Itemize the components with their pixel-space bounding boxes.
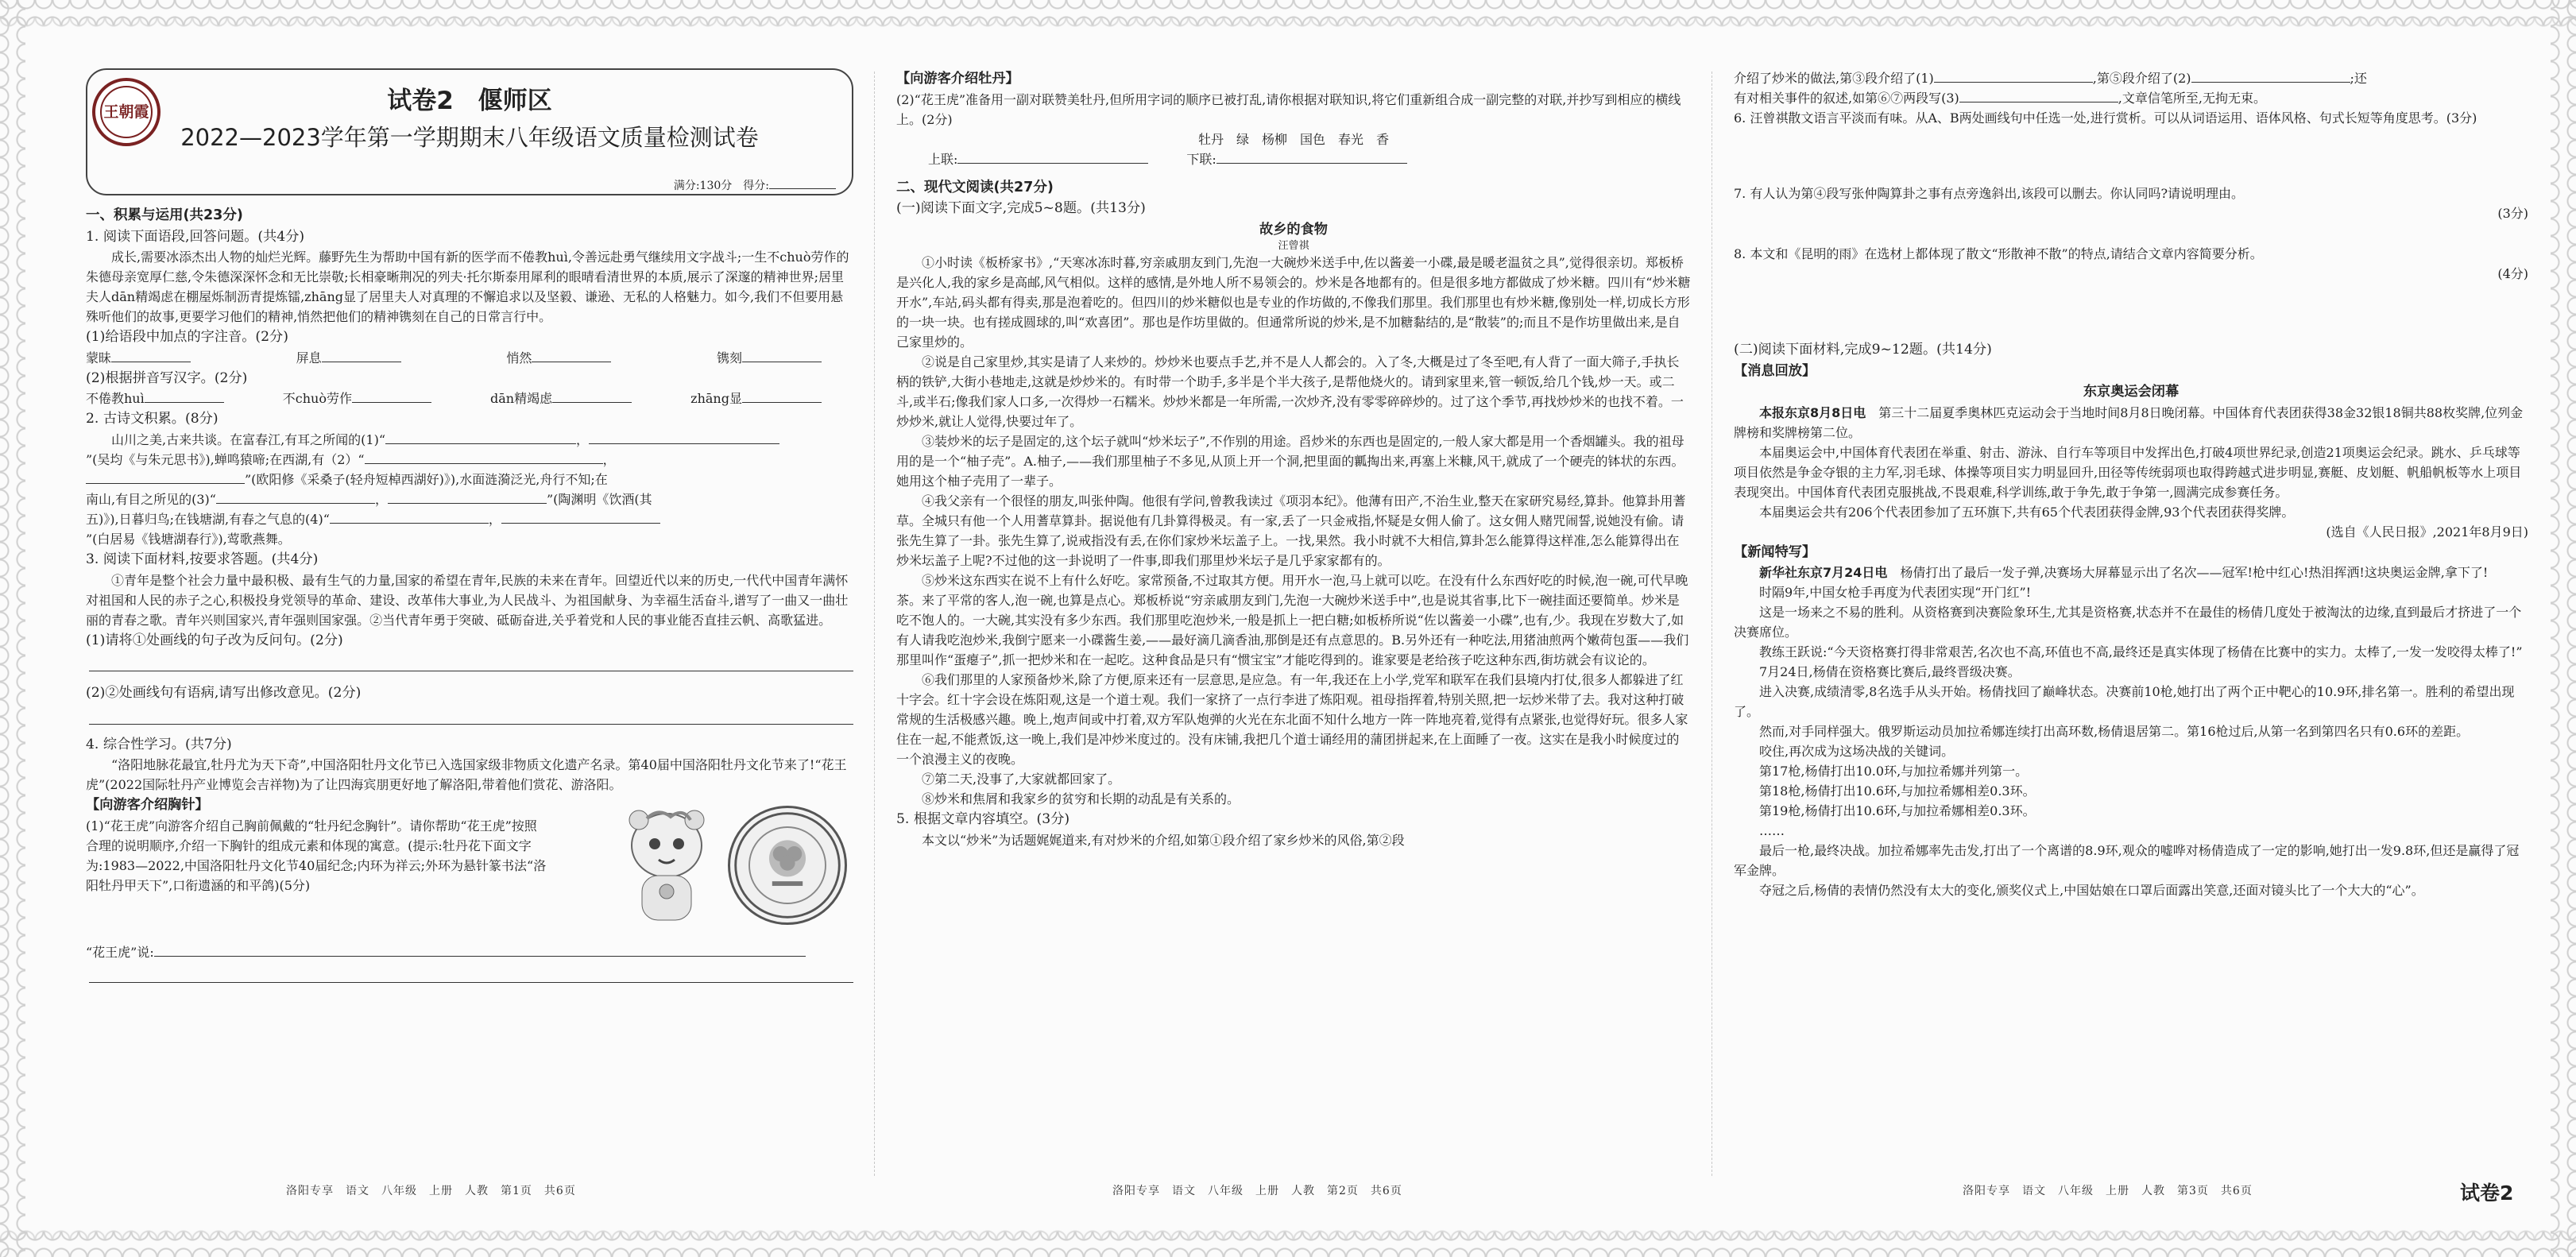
question-4-1: (1)“花王虎”向游客介绍自己胸前佩戴的“牡丹纪念胸针”。请你帮助“花王虎”按照合理的说明顺序,介绍一下胸针的组成元素和体现的寓意。(提示:牡丹花下面文字为:1983—2022,中国洛阳牡丹文化节40届纪念;内环为祥云;外环为悬针篆书法“洛阳牡丹甲天下”,口衔遗涵的和平鸽)(5分) bbox=[86, 818, 547, 893]
essay-paragraph: ⑧炒米和焦屑和我家乡的贫穷和长期的动乱是有关系的。 bbox=[922, 791, 1240, 807]
feature-heading: 【新闻特写】 bbox=[1734, 543, 1816, 560]
question-2-line: 南山,有目之所见的(3)“ ， ”(陶渊明《饮酒(其 bbox=[86, 489, 853, 509]
question-1: 1. 阅读下面语段,回答问题。(共4分) bbox=[86, 228, 305, 245]
question-2: 2. 古诗文积累。(8分) bbox=[86, 411, 219, 427]
section-heading: 一、积累与运用(共23分) bbox=[86, 207, 243, 223]
exam-paper-tag: 试卷2 bbox=[2460, 1182, 2514, 1205]
answer-blank[interactable] bbox=[589, 430, 779, 444]
page-column-1 bbox=[86, 68, 853, 1181]
question-1-2-items bbox=[86, 389, 853, 408]
pinyin-item: 蒙昧 bbox=[86, 348, 191, 368]
subsection-heading: (一)阅读下面文字,完成5~8题。(共13分) bbox=[896, 200, 1146, 217]
question-1-1: (1)给语段中加点的字注音。(2分) bbox=[86, 329, 288, 346]
essay-paragraph: ⑥我们那里的人家预备炒米,除了方便,原来还有一层意思,是应急。有一年,我还在上小学,党军和联军在我们县境内打仗,很多人都躲进了红十字会。红十字会设在炼阳观,这是一个道士观。我们一家挤了一点行李进了炼阳观。祖母指挥着,特别关照,把一坛炒米带了去。我对这种打破常规的生活极感兴趣。晚上,炮声间或中打着,双方军队炮弹的火光在东北面不知什么地方一阵一阵地亮着,觉得有点紧张,也觉得好玩。很多人家住在一起,不能煮饭,这一晚上,我们是冲炒米度过的。没有床铺,我把几个道士诵经用的蒲团拼起来,在上面睡了一夜。这实在是我小时候度过的一个浪漫主义的夜晚。 bbox=[896, 672, 1688, 768]
question-1-passage: 成长,需要冰添杰出人物的灿烂光辉。藤野先生为帮助中国有新的医学而不倦教huì,令善远赴勇气继续用文字战斗;一生不chuò劳作的朱德母亲宽厚仁慈,令朱德深深怀念和无比崇敬;长相豪晰荆况的列夫·托尔斯泰用犀利的眼晴看清世界的本质,展示了深邃的精神世界;居里夫人dān精竭虑在棚屋烁制沥青提炼镭,zhāng显了居里夫人对真理的不懈追求以及坚毅、谦逊、无私的人格魅力。如今,我们不但要用悬殊听他们的故事,更要学习他们的精神,悄然把他们的精神镌刻在自己的日常言行中。 bbox=[86, 249, 849, 325]
exam-subtitle: 2022—2023学年第一学期期末八年级语文质量检测试卷 bbox=[180, 124, 759, 151]
couplet-answer-line: 上联: 下联: bbox=[896, 149, 1691, 169]
decorative-wave-border-right bbox=[2539, 0, 2576, 1257]
score-line bbox=[674, 175, 836, 197]
answer-line[interactable] bbox=[89, 651, 853, 671]
essay-paragraph: ⑤炒米这东西实在说不上有什么好吃。家常预备,不过取其方便。用开水一泡,马上就可以吃。在没有什么东西好吃的时候,泡一碗,可代早晚茶。来了平常的客人,泡一碗,也算是点心。郑板桥说“穷亲戚朋友到门,先泡一大碗炒米送手中”,也是说其省事,比下一碗挂面还要简单。炒米是吃不饱人的。一大碗,其实没有多少东西。我们那里吃泡炒米,一般是抓上一把白糖;如板桥所说“佐以酱姜一小碟”,也有,少。我现在岁数大了,如有人请我吃泡炒米,我倒宁愿来一小碟酱生姜,——最好滴几滴香油,那倒是还有点意思的。B.另外还有一种吃法,用猪油煎两个嫩荷包蛋——我们那里叫作“蛋瘪子”,抓一把炒米和在一起吃。这种食品是只有“惯宝宝”才能吃得到的。谁家要是老给孩子吃这种东西,街坊就会有议论的。 bbox=[896, 573, 1689, 668]
question-4-2: (2)“花王虎”准备用一副对联赞美牡丹,但所用字词的顺序已被打乱,请你根据对联知识,将它们重新组合成一副完整的对联,并抄写到相应的横线上。(2分) bbox=[896, 91, 1681, 127]
question-2-line: ”(白居易《钱塘湖春行》),莺歌燕舞。 bbox=[86, 531, 291, 547]
answer-blank[interactable] bbox=[322, 348, 401, 362]
question-5: 5. 根据文章内容填空。(3分) bbox=[896, 811, 1070, 828]
pinyin-item: 镌刻 bbox=[717, 348, 822, 368]
answer-blank[interactable] bbox=[1216, 149, 1407, 164]
column-divider bbox=[874, 72, 875, 1176]
question-7-points: (3分) bbox=[2497, 206, 2528, 221]
hanzi-item: zhāng显 bbox=[690, 389, 822, 408]
feature-paragraph: 教练王跃说:“今天资格赛打得非常艰苦,名次也不高,环值也不高,最终还是真实体现了杨倩在比赛中的实力。太棒了,一发一发咬得太棒了!” bbox=[1759, 644, 2523, 660]
hanzi-item: 不chuò劳作 bbox=[283, 389, 431, 408]
news-paragraph: 本届奥运会中,中国体育代表团在举重、射击、游泳、自行车等项目中发挥出色,打破4项世界纪录,创造21项奥运会纪录。跳水、乒乓球等项目依然是争金夺银的主力军,羽毛球、体操等项目实力明显回升,田径等传统弱项也取得跨越式进步明显,赛艇、皮划艇、帆船帆板等水上项目表现突出。中国体育代表团克服挑战,不畏艰难,科学训练,敢于争先,敢于争第一,圆满完成参赛任务。 bbox=[1734, 444, 2522, 500]
question-6: 6. 汪曾祺散文语言平淡而有味。从A、B两处画线句中任选一处,进行赏析。可以从词语运用、语体风格、句式长短等角度思考。(3分) bbox=[1734, 110, 2477, 126]
hanzi-item: 不倦教huì bbox=[86, 389, 224, 408]
answer-blank[interactable] bbox=[742, 348, 822, 362]
publisher-seal-text: 王朝霞 bbox=[100, 86, 153, 138]
answer-blank[interactable] bbox=[552, 389, 632, 403]
answer-blank[interactable] bbox=[388, 489, 547, 504]
page-footer-1: 洛阳专享 语文 八年级 上册 人教 第1页 共6页 bbox=[286, 1185, 576, 1197]
answer-space[interactable] bbox=[1734, 284, 2528, 339]
answer-blank[interactable] bbox=[957, 149, 1148, 164]
question-7: 7. 有人认为第④段写张仲陶算卦之事有点旁逸斜出,该段可以删去。你认同吗?请说明理由。 bbox=[1734, 186, 2245, 201]
answer-blank[interactable] bbox=[501, 509, 660, 524]
feature-paragraph: 咬住,再次成为这场决战的关键词。 bbox=[1759, 744, 1955, 760]
question-5-cont: 介绍了炒米的做法,第③段介绍了(1) ,第⑤段介绍了(2) ;还 bbox=[1734, 68, 2528, 88]
answer-space[interactable] bbox=[1734, 223, 2528, 244]
answer-blank[interactable] bbox=[352, 389, 431, 403]
mascot-tiger-image bbox=[615, 799, 718, 934]
feature-paragraph: 第18枪,杨倩打出10.6环,与加拉希娜相差0.3环。 bbox=[1759, 783, 2036, 799]
feature-paragraph: 新华社东京7月24日电 杨倩打出了最后一发子弹,决赛场大屏幕显示出了名次——冠军!枪中红心!热泪挥洒!这块奥运金牌,拿下了! bbox=[1759, 565, 2489, 581]
subsection-heading: (二)阅读下面材料,完成9~12题。(共14分) bbox=[1734, 342, 1992, 358]
decorative-wave-border-left bbox=[0, 0, 37, 1257]
question-3-2: (2)②处画线句有语病,请写出修改意见。(2分) bbox=[86, 685, 362, 702]
page-column-3 bbox=[1734, 68, 2528, 1181]
feature-paragraph: 第17枪,杨倩打出10.0环,与加拉希娜并列第一。 bbox=[1759, 764, 2029, 779]
question-3-passage: ①青年是整个社会力量中最积极、最有生气的力量,国家的希望在青年,民族的未来在青年。回望近代以来的历史,一代代中国青年满怀对祖国和人民的赤子之心,积极投身党领导的革命、建设、改革伟大事业,为人民战斗、为祖国献身、为幸福生活奋斗,谱写了一曲又一曲壮丽的青春之歌。青年兴则国家兴,青年强则国家强。②当代青年勇于突破、砥砺奋进,关乎着党和人民的事业能否直挂云帆、高歌猛进。 bbox=[86, 572, 849, 628]
essay-paragraph: ④我父亲有一个很怪的朋友,叫张仲陶。他很有学问,曾教我读过《项羽本纪》。他薄有田产,不治生业,整天在家研究易经,算卦。他算卦用蓍草。全城只有他一个人用蓍草算卦。据说他有几卦算得极灵。有一家,丢了一只金戒指,怀疑是女佣人偷了。这女佣人赌咒闹誓,说她没有偷。请张先生算了一卦。张先生算了,说戒指没有丢,在你们家炒米坛盖子上。一找,果然。我小时就不大相信,算卦怎么能算得这样准,怎么能算得出在炒米坛盖子上呢?不过他的这一卦说明了一件事,即我们那里炒米坛子是几乎家家都有的。 bbox=[896, 493, 1686, 569]
question-4-subhead: 【向游客介绍胸针】 bbox=[86, 797, 209, 814]
feature-paragraph: 进入决赛,成绩清零,8名选手从头开始。杨倩找回了巅峰状态。决赛前10枪,她打出了两个正中靶心的10.9环,排名第一。胜利的希望出现了。 bbox=[1734, 684, 2515, 720]
hanzi-item: dān精竭虑 bbox=[490, 389, 632, 408]
question-2-line: ”(欧阳修《采桑子(轻舟短棹西湖好)》),水面涟漪泛光,舟行不知;在 bbox=[86, 470, 853, 489]
essay-paragraph: ⑦第二天,没事了,大家就都回家了。 bbox=[922, 772, 1121, 787]
question-2-line: 山川之美,古来共谈。在富春江,有耳之所闻的(1)“ ， bbox=[86, 430, 853, 450]
answer-line[interactable] bbox=[89, 704, 853, 725]
feature-paragraph: 最后一枪,最终决战。加拉希娜率先击发,打出了一个离谱的8.9环,观众的嘘哗对杨倩造成了一定的影响,她打出一发9.8环,但还是赢得了冠军金牌。 bbox=[1734, 843, 2520, 879]
answer-blank[interactable] bbox=[330, 509, 489, 524]
answer-blank[interactable] bbox=[1934, 68, 2093, 83]
question-4-intro: “洛阳地脉花最宜,牡丹尤为天下奇”,中国洛阳牡丹文化节已入选国家级非物质文化遗产名录。第40届中国洛阳牡丹文化节来了!“花王虎”(2022国际牡丹产业博览会吉祥物)为了让四海宾朋更好地了解洛阳,带着他们赏花、游洛阳。 bbox=[86, 757, 847, 793]
news-heading: 【消息回放】 bbox=[1734, 362, 1816, 379]
decorative-wave-border-bottom bbox=[0, 1220, 2576, 1257]
feature-paragraph: 这是一场来之不易的胜利。从资格赛到决赛险象环生,尤其是资格赛,状态并不在最佳的杨倩几度处于被淘汰的边缘,直到最后才挤进了一个决赛席位。 bbox=[1734, 605, 2522, 640]
feature-paragraph: 然而,对手同样强大。俄罗斯运动员加拉希娜连续打出高环数,杨倩退居第二。第16枪过后,从第一名到第四名只有0.6环的差距。 bbox=[1759, 724, 2470, 740]
question-2-line: 五)》),日暮归鸟;在钱塘湖,有春之气息的(4)“ ， bbox=[86, 509, 853, 529]
question-1-1-items bbox=[86, 348, 853, 368]
question-8-points: (4分) bbox=[2497, 266, 2528, 281]
couplet-words: 牡丹 绿 杨柳 国色 春光 香 bbox=[1197, 131, 1389, 147]
question-4-1-answer: “花王虎”说: bbox=[86, 942, 853, 962]
question-4: 4. 综合性学习。(共7分) bbox=[86, 736, 232, 752]
news-paragraph: 本报东京8月8日电 第三十二届夏季奥林匹克运动会于当地时间8月8日晚闭幕。中国体育代表团获得38金32银18铜共88枚奖牌,位列金牌榜和奖牌榜第二位。 bbox=[1734, 404, 2524, 440]
answer-space[interactable] bbox=[1734, 128, 2528, 184]
page-footer-2: 洛阳专享 语文 八年级 上册 人教 第2页 共6页 bbox=[1112, 1185, 1402, 1197]
question-8: 8. 本文和《昆明的雨》在选材上都体现了散文“形散神不散”的特点,请结合文章内容简要分析。 bbox=[1734, 246, 2263, 261]
feature-paragraph: 时隔9年,中国女枪手再度为代表团实现“开门红”! bbox=[1759, 585, 2032, 601]
feature-paragraph: 第19枪,杨倩打出10.6环,与加拉希娜相差0.3环。 bbox=[1759, 803, 2036, 819]
question-3-1: (1)请将①处画线的句子改为反问句。(2分) bbox=[86, 632, 343, 648]
page-footer-3: 洛阳专享 语文 八年级 上册 人教 第3页 共6页 bbox=[1963, 1185, 2253, 1197]
question-1-2: (2)根据拼音写汉字。(2分) bbox=[86, 369, 248, 386]
question-2-line: ”(吴均《与朱元思书》),蝉鸣猿啼;在西湖,有（2）“ ， bbox=[86, 450, 853, 470]
answer-blank[interactable] bbox=[532, 348, 611, 362]
answer-blank[interactable] bbox=[1959, 88, 2118, 102]
feature-paragraph: …… bbox=[1759, 823, 1785, 839]
exam-title: 试卷2 偃师区 bbox=[387, 87, 552, 115]
decorative-wave-border-top bbox=[0, 0, 2576, 37]
peony-badge-image bbox=[728, 806, 847, 925]
answer-blank[interactable] bbox=[145, 389, 224, 403]
essay-paragraph: ③装炒米的坛子是固定的,这个坛子就叫“炒米坛子”,不作别的用途。舀炒米的东西也是固定的,一般人家大都是用一个香烟罐头。我的祖母用的是一个“柚子壳”。A.柚子,——我们那里柚子不多见,从顶上开一个洞,把里面的瓤掏出来,再塞上米糠,风干,就成了一个硬壳的钵状的东西。她用这个柚子壳用了一辈子。 bbox=[896, 434, 1684, 489]
exam-title-box bbox=[86, 68, 853, 195]
essay-author: 汪曾祺 bbox=[1278, 240, 1309, 253]
essay-paragraph: ②说是自己家里炒,其实是请了人来炒的。炒炒米也要点手艺,并不是人人都会的。入了冬,大概是过了冬至吧,有人背了一面大筛子,手执长柄的铁铲,大街小巷地走,这就是炒炒米的。有时带一个助手,多半是个半大孩子,是帮他烧火的。请到家里来,管一顿饭,给几个钱,炒一天。或二斗,或半石;像我们家人口多,一次得炒一石糯米。炒炒米都是一年所需,一次炒齐,没有零零碎碎炒的。过了这个季节,再找炒炒米的也找不着。一炒炒米,就让人觉得,快要过年了。 bbox=[896, 354, 1684, 430]
feature-paragraph: 夺冠之后,杨倩的表情仍然没有太大的变化,颁奖仪式上,中国姑娘在口罩后面露出笑意,还面对镜头比了一个大大的“心”。 bbox=[1759, 883, 2424, 899]
question-4-1-block bbox=[86, 795, 853, 942]
score-label: 满分:130分 得分: bbox=[673, 180, 769, 192]
answer-line[interactable] bbox=[89, 962, 853, 983]
question-4-subhead-2: 【向游客介绍牡丹】 bbox=[896, 71, 1019, 87]
answer-blank[interactable] bbox=[742, 389, 822, 403]
answer-blank[interactable] bbox=[111, 348, 191, 362]
answer-blank[interactable] bbox=[365, 450, 603, 464]
essay-title: 故乡的食物 bbox=[1259, 221, 1328, 238]
answer-blank[interactable] bbox=[2191, 68, 2350, 83]
news-paragraph: 本届奥运会共有206个代表团参加了五环旗下,共有65个代表团获得金牌,93个代表团获得奖牌。 bbox=[1759, 504, 2295, 520]
question-5-text: 本文以“炒米”为话题娓娓道来,有对炒米的介绍,如第①段介绍了家乡炒米的风俗,第②段 bbox=[922, 832, 1405, 848]
news-title: 东京奥运会闭幕 bbox=[2083, 384, 2180, 400]
pinyin-item: 悄然 bbox=[506, 348, 611, 368]
feature-paragraph: 7月24日,杨倩在资格赛比赛后,最终晋级决赛。 bbox=[1759, 664, 2021, 680]
question-3: 3. 阅读下面材料,按要求答题。(共4分) bbox=[86, 551, 319, 567]
question-5-cont: 有对相关事件的叙述,如第⑥⑦两段写(3) ,文章信笔所至,无拘无束。 bbox=[1734, 88, 2528, 108]
answer-blank[interactable] bbox=[385, 430, 576, 444]
answer-blank[interactable] bbox=[154, 942, 806, 957]
page-column-2 bbox=[896, 68, 1691, 1181]
section-heading: 二、现代文阅读(共27分) bbox=[896, 179, 1054, 195]
pinyin-item: 屏息 bbox=[296, 348, 401, 368]
answer-blank[interactable] bbox=[86, 470, 245, 484]
essay-paragraph: ①小时读《板桥家书》,“天寒冰冻时暮,穷亲戚朋友到门,先泡一大碗炒米送手中,佐以酱姜一小碟,最是暖老温贫之具”,觉得很亲切。郑板桥是兴化人,我的家乡是高邮,风气相似。这样的感情,是外地人所不易领会的。炒米是各地都有的。但是很多地方都做成了炒米糖。四川有“炒米糖开水”,车站,码头都有得卖,那是泡着吃的。但四川的炒米糖似也是专业的作坊做的,不像我们那里。我们那里也有炒米糖,像别处一样,切成长方形的一块一块。也有搓成圆球的,叫“欢喜团”。那也是作坊里做的。但通常所说的炒米,是不加糖黏结的,是“散装”的;而且不是作坊里做出来,是自己家里炒的。 bbox=[896, 255, 1691, 350]
news-source: (选自《人民日报》,2021年8月9日) bbox=[2326, 524, 2528, 540]
answer-blank[interactable] bbox=[216, 489, 375, 504]
score-blank[interactable] bbox=[769, 175, 836, 189]
